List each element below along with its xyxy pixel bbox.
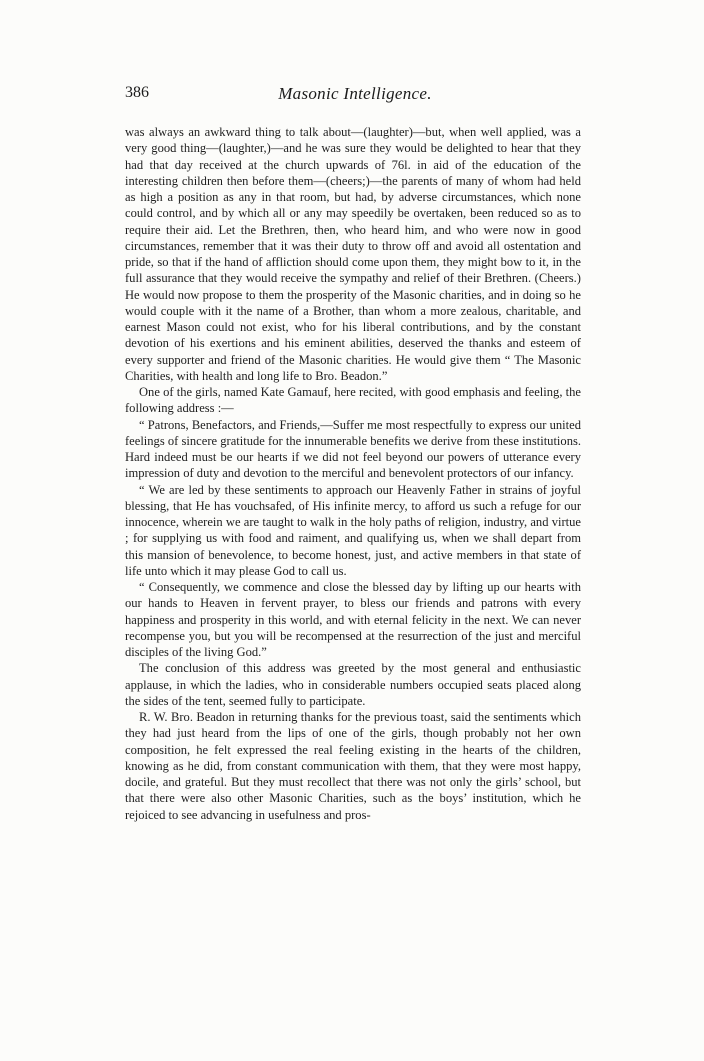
paragraph: “ Consequently, we commence and close the blessed day by lifting up our hearts with our hands to Heaven in fervent prayer, to bless our friends and patrons with every happiness and prosperity in this world, and with eternal felicity in the next. We can never recompense you, but you will be recompensed at the resurrection of the just and merciful disciples of the living God.”: [125, 580, 581, 659]
paragraph: “ Patrons, Benefactors, and Friends,—Suffer me most respectfully to express our united feelings of sincere gratitude for the innumerable benefits we derive from these institutions. Hard indeed must be our hearts if we did not feel beyond our powers of utterance every impression of duty and devotion to the merciful and benevolent protectors of our infancy.: [125, 417, 581, 481]
running-title: Masonic Intelligence.: [278, 84, 432, 103]
paragraph: One of the girls, named Kate Gamauf, here recited, with good emphasis and feeling, the following address :—: [125, 385, 581, 416]
paragraph: The conclusion of this address was greeted by the most general and enthusiastic applause, in which the ladies, who in considerable numbers occupied seats placed along the sides of the tent, seemed fully to participate.: [125, 661, 581, 708]
paragraph: “ We are led by these sentiments to approach our Heavenly Father in strains of joyful blessing, that He has vouchsafed, of His infinite mercy, to afford us such a refuge for our innocence, wherein we are taught to walk in the holy paths of religion, industry, and virtue ; for supplying us with food and raiment, and qualifying us, when we shall depart from this mansion of benevolence, to become honest, just, and active members in that state of life unto which it may please God to call us.: [125, 482, 581, 578]
paragraph: was always an awkward thing to talk about—(laughter)—but, when well applied, was a very good thing—(laughter,)—and he was sure they would be delighted to hear that they had that day received at the church upwards of 76l. in aid of the education of the interesting children then before them—(cheers;)—the parents of many of whom had held as high a position as any in that room, but had, by adverse circumstances, which none could control, and by which all or any may speedily be overtaken, been reduced so as to require their aid. Let the Brethren, then, who heard him, and who were now in good circumstances, remember that it was their duty to throw off and avoid all ostentation and pride, so that if the hand of affliction should come upon them, they might bow to it, in the full assurance that they would receive the sympathy and relief of their Brethren. (Cheers.) He would now propose to them the prosperity of the Masonic charities, and in doing so he would couple with it the name of a Brother, than whom a more zealous, charitable, and earnest Mason could not exist, who for his liberal contributions, and by the constant devotion of his exertions and his eminent abilities, deserved the thanks and esteem of every supporter and friend of the Masonic charities. He would give them “ The Masonic Charities, with health and long life to Bro. Beadon.”: [125, 125, 581, 383]
body-text: [125, 124, 581, 823]
page-number: 386: [125, 84, 149, 101]
paragraph: R. W. Bro. Beadon in returning thanks for the previous toast, said the sentiments which they had just heard from the lips of one of the girls, though probably not her own composition, he felt expressed the real feeling existing in the hearts of the children, knowing as he did, from constant communication with them, that they were most happy, docile, and grateful. But they must recollect that there was not only the girls’ school, but that there were also other Masonic Charities, such as the boys’ institution, which he rejoiced to see advancing in usefulness and pros-: [125, 710, 581, 822]
page-header: [125, 84, 585, 108]
